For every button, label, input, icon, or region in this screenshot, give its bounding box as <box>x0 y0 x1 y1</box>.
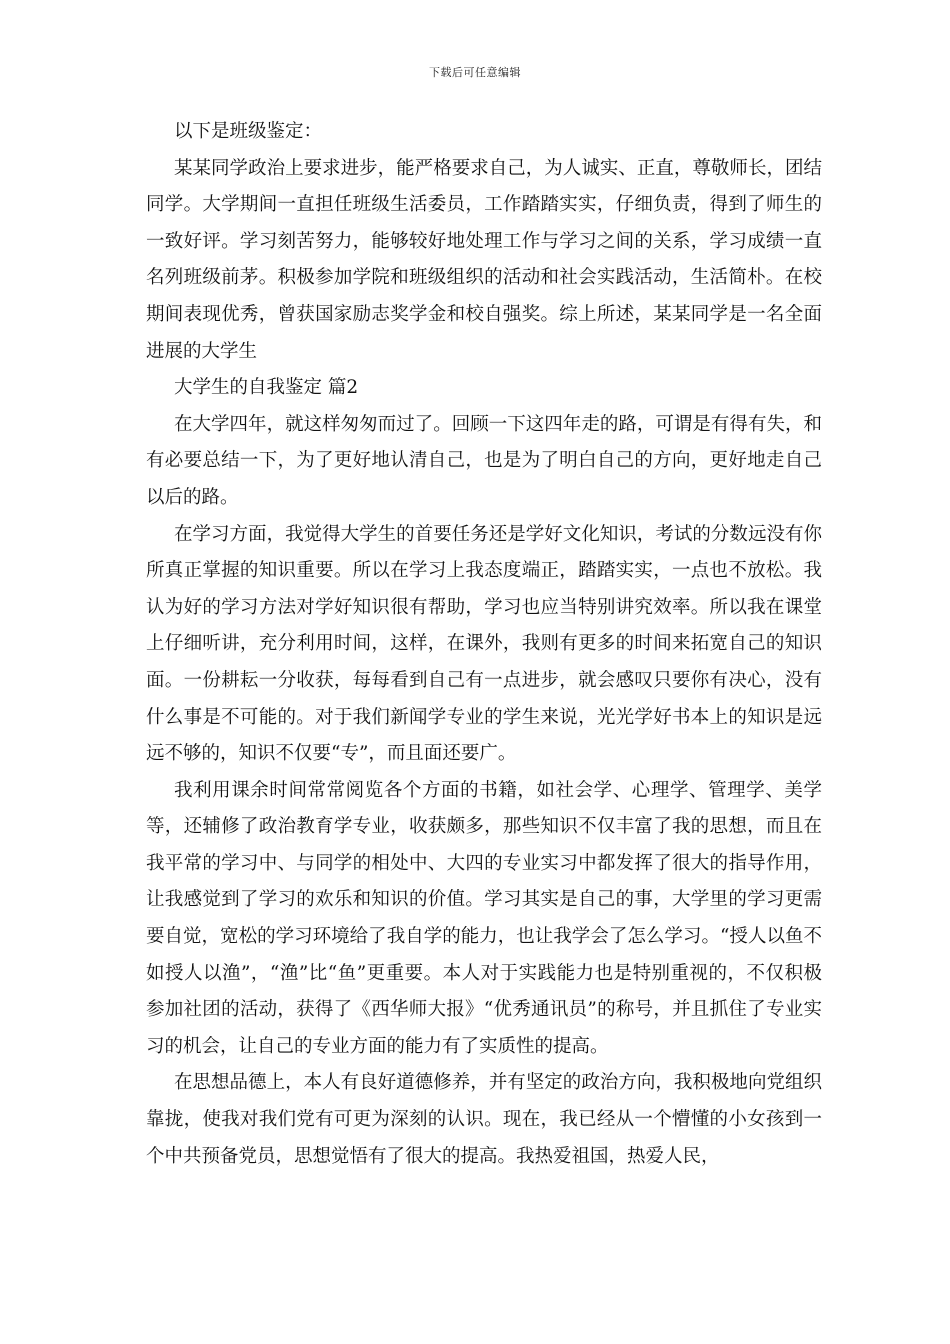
paragraph-study: 在学习方面，我觉得大学生的首要任务还是学好文化知识，考试的分数远没有你所真正掌握的知识重要。所以在学习上我态度端正，踏踏实实，一点也不放松。我认为好的学习方法对学好知识很有帮助，学习也应当特别讲究效率。所以我在课堂上仔细听讲，充分利用时间，这样，在课外，我则有更多的时间来拓宽自己的知识面。一份耕耘一分收获，每每看到自己有一点进步，就会感叹只要你有决心，没有什么事是不可能的。对于我们新闻学专业的学生来说，光光学好书本上的知识是远远不够的，知识不仅要“专”，而且面还要广。 <box>146 523 822 765</box>
paragraph-class-evaluation: 某某同学政治上要求进步，能严格要求自己，为人诚实、正直，尊敬师长，团结同学。大学期间一直担任班级生活委员，工作踏踏实实，仔细负责，得到了师生的一致好评。学习刻苦努力，能够较好地处理工作与学习之间的关系，学习成绩一直名列班级前茅。积极参加学院和班级组织的活动和社会实践活动，生活简朴。在校期间表现优秀，曾获国家励志奖学金和校自强奖。综上所述，某某同学是一名全面进展的大学生 <box>146 157 822 362</box>
paragraph-intro: 以下是班级鉴定： <box>174 121 323 142</box>
paragraph-university-years: 在大学四年，就这样匆匆而过了。回顾一下这四年走的路，可谓是有得有失，和有必要总结一下，为了更好地认清自己，也是为了明白自己的方向，更好地走自己以后的路。 <box>146 413 822 508</box>
page-header: 下载后可任意编辑 <box>429 66 521 79</box>
paragraph-reading: 我利用课余时间常常阅览各个方面的书籍，如社会学、心理学、管理学、美学等，还辅修了政治教育学专业，收获颇多，那些知识不仅丰富了我的思想，而且在我平常的学习中、与同学的相处中、大四的专业实习中都发挥了很大的指导作用，让我感觉到了学习的欢乐和知识的价值。学习其实是自己的事，大学里的学习更需要自觉，宽松的学习环境给了我自学的能力，也让我学会了怎么学习。“授人以鱼不如授人以渔”，“渔”比“鱼”更重要。本人对于实践能力也是特别重视的，不仅积极参加社团的活动，获得了《西华师大报》“优秀通讯员”的称号，并且抓住了专业实习的机会，让自己的专业方面的能力有了实质性的提高。 <box>146 779 822 1057</box>
paragraph-morality: 在思想品德上，本人有良好道德修养，并有坚定的政治方向，我积极地向党组织靠拢，使我对我们党有可更为深刻的认识。现在，我已经从一个懵懂的小女孩到一个中共预备党员，思想觉悟有了很大的提高。我热爱祖国，热爱人民， <box>146 1072 822 1167</box>
section-heading: 大学生的自我鉴定 篇2 <box>174 377 359 399</box>
document-body <box>146 114 822 1175</box>
